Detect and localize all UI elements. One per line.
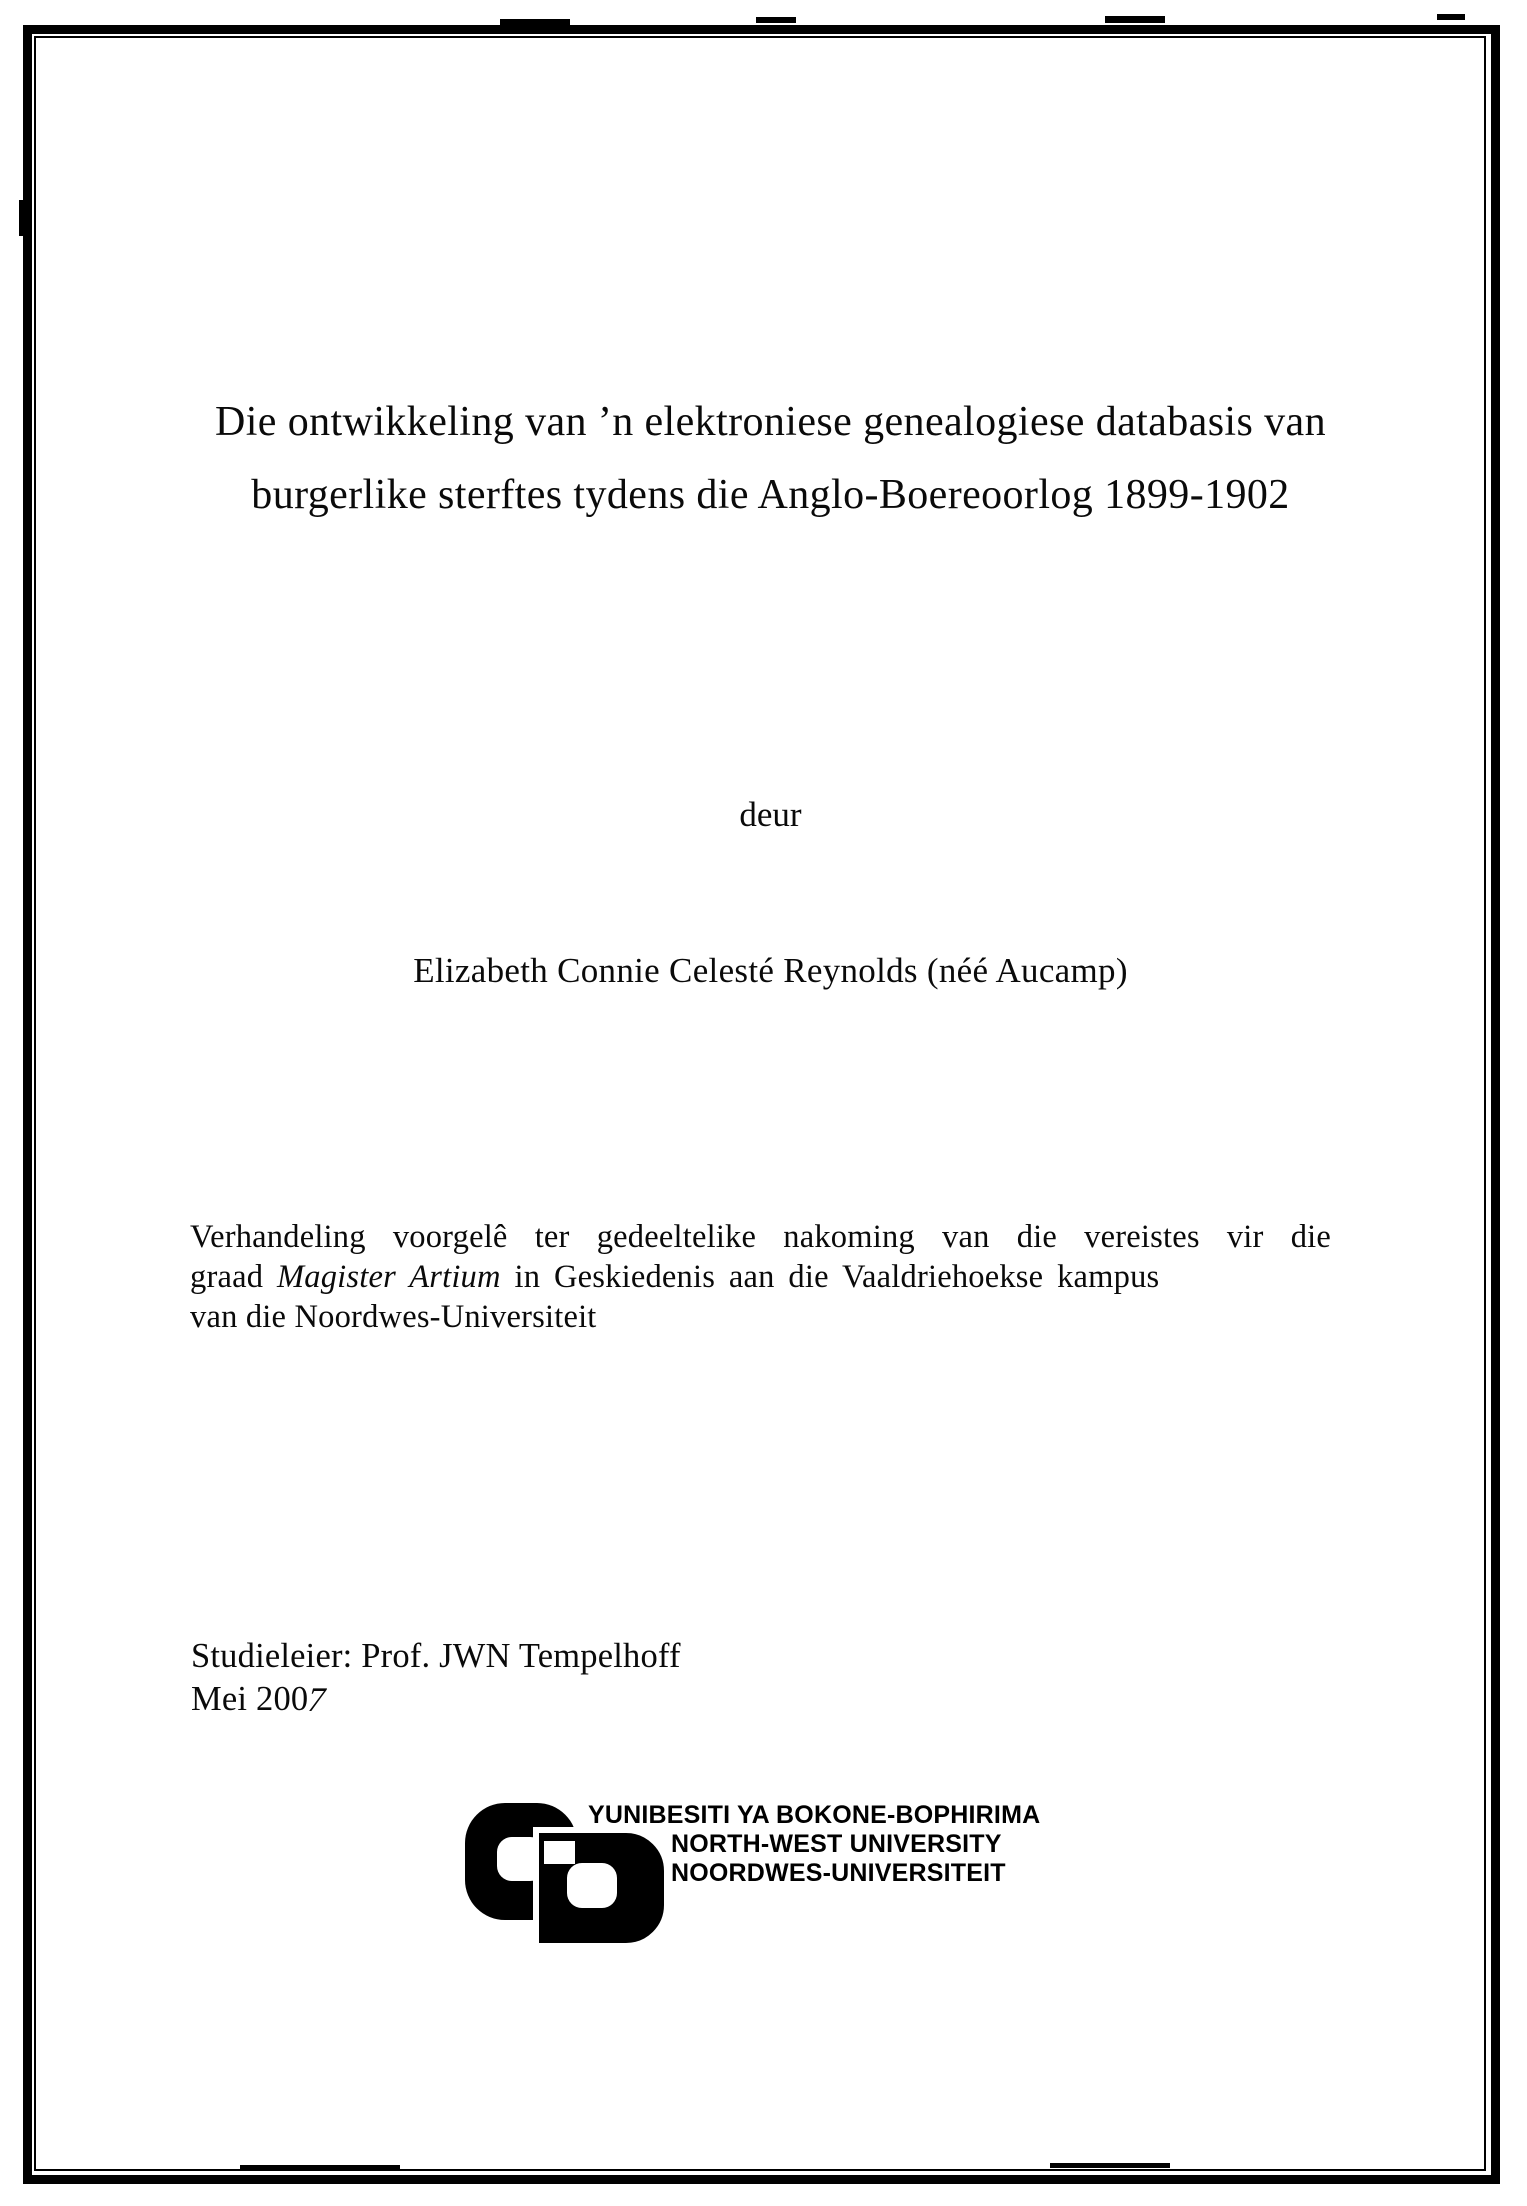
title-line-1: Die ontwikkeling van ’n elektroniese genealogiese databasis van (214, 399, 1326, 445)
statement-line-3: van die Noordwes-Universiteit (190, 1299, 597, 1335)
thesis-title (40, 386, 1501, 532)
scan-artifact (1105, 16, 1165, 23)
degree-statement (190, 1217, 1331, 1337)
scan-artifact (19, 200, 29, 236)
supervisor-line: Studieleier: Prof. JWN Tempelhoff (191, 1637, 681, 1675)
logo-line-english: NORTH-WEST UNIVERSITY (671, 1829, 1002, 1858)
scan-artifact (240, 2165, 400, 2170)
degree-name-italic: Magister Artium (277, 1259, 501, 1295)
statement-line-2 (190, 1257, 1331, 1297)
date-prefix: Mei 200 (191, 1679, 309, 1718)
logo-line-afrikaans: NOORDWES-UNIVERSITEIT (671, 1858, 1006, 1887)
author-name: Elizabeth Connie Celesté Reynolds (néé Aucamp) (413, 951, 1128, 990)
date-year-digit: 7 (303, 1680, 331, 1719)
supervisor-block (191, 1635, 681, 1720)
date-line (191, 1678, 681, 1721)
byline-deur: deur (739, 795, 802, 834)
scan-artifact (1437, 14, 1465, 20)
statement-line-2-post: in Geskiedenis aan die Vaaldriehoekse kampus (500, 1259, 1160, 1295)
title-line-2: burgerlike sterftes tydens die Anglo-Boereoorlog 1899-1902 (251, 472, 1290, 518)
statement-line-2-pre: graad (190, 1259, 277, 1295)
university-logo-text (588, 1801, 1040, 1887)
scan-artifact (500, 19, 570, 25)
scan-artifact (1050, 2163, 1170, 2168)
logo-line-setswana: YUNIBESITI YA BOKONE-BOPHIRIMA (588, 1801, 1041, 1829)
scan-artifact (756, 17, 796, 23)
statement-line-1: Verhandeling voorgelê ter gedeeltelike nakoming van die vereistes vir die (190, 1219, 1331, 1255)
